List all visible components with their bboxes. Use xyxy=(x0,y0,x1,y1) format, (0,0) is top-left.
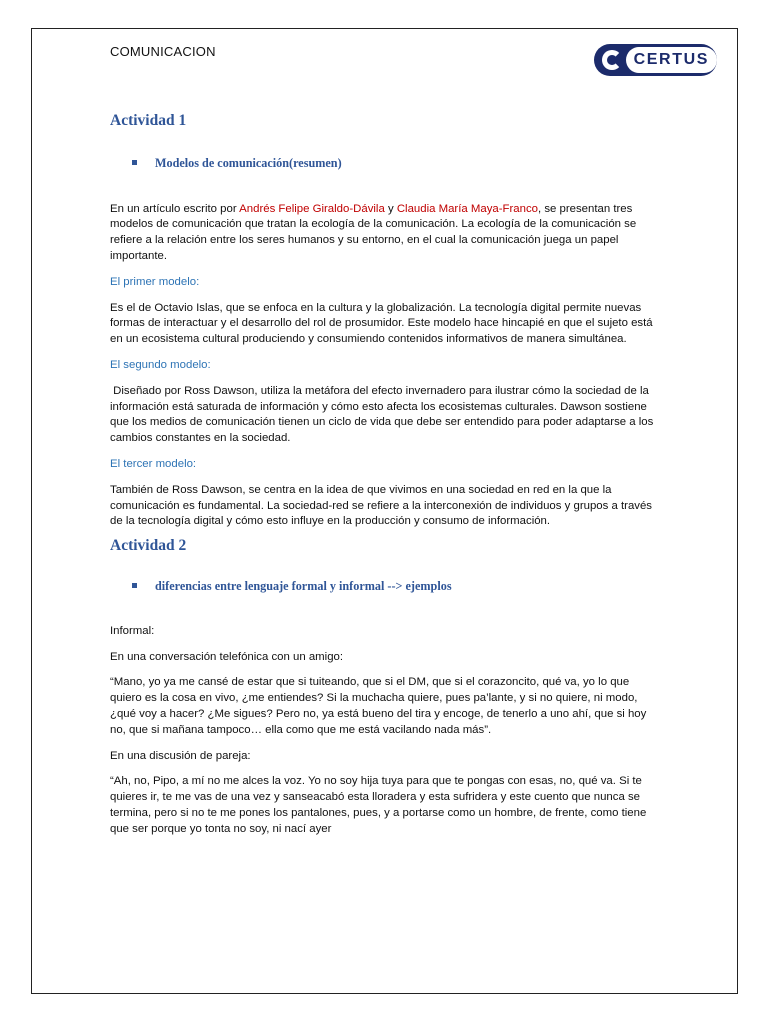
example1-quote: “Mano, yo ya me cansé de estar que si tuiteando, que si el DM, que si el corazoncito, qué va, yo lo que quiero es la cosa en vivo, ¿me entiendes? Si la muchacha quiere, pues pa’lante, y si no quiere, ni modo, ¿qué voy a hacer? ¿Me sigues? Pero no, ya está bueno del tira y encoge, de tenerlo a uno ahí, que si hoy no, que si mañana tampoco… ella como que me está vacilando nada más”. xyxy=(110,676,647,736)
example1-intro: En una conversación telefónica con un amigo: xyxy=(110,650,344,663)
intro-part3: , se presentan tres modelos de comunicación que tratan la ecología de la comunicación. La ecología de la comunicación se refiere a la relación entre los seres humanos y su entorno, en el cual la comunicación juega un papel importante. xyxy=(110,202,637,262)
activity1-bullet xyxy=(132,156,655,172)
document-page xyxy=(31,28,738,994)
model1-text: Es el de Octavio Islas, que se enfoca en la cultura y la globalización. La tecnología digital permite nuevas formas de interactuar y el desarrollo del rol de prosumidor. Este modelo hace hincapié en que el sujeto está en un ecosistema cultural produciendo y consumiendo contenidos informativos de manera simultánea. xyxy=(110,301,653,346)
activity2-bullet-text: diferencias entre lenguaje formal y informal --> ejemplos xyxy=(155,578,452,593)
example2-quote: “Ah, no, Pipo, a mí no me alces la voz. Yo no soy hija tuya para que te pongas con esas, no, qué va. Si te quieres ir, te me vas de una vez y sanseacabó esta lloradera y esta sufridera y este cuento que nunca se termina, pero si no te me pones los pantalones, pues, y a portarse como un hombre, de frente, como tiene que ser porque yo tonta no soy, ni nací ayer xyxy=(110,775,647,835)
certus-logo xyxy=(594,44,717,76)
example2-intro: En una discusión de pareja: xyxy=(110,749,251,762)
model2-label: El segundo modelo: xyxy=(110,358,211,371)
model1-label: El primer modelo: xyxy=(110,275,200,288)
activity1-heading: Actividad 1 xyxy=(110,112,187,129)
document-body xyxy=(110,113,655,838)
logo-wordmark: CERTUS xyxy=(626,47,717,73)
intro-part2: y xyxy=(384,202,397,215)
intro-paragraph xyxy=(110,202,655,265)
header-title: COMUNICACION xyxy=(110,44,216,59)
activity1-bullet-text: Modelos de comunicación(resumen) xyxy=(155,155,342,170)
author-maya: Claudia María Maya-Franco xyxy=(396,202,538,215)
intro-part1: En un artículo escrito por xyxy=(110,202,240,215)
bullet-square-icon xyxy=(132,583,137,588)
author-giraldo: Andrés Felipe Giraldo-Dávila xyxy=(239,202,385,215)
model3-label: El tercer modelo: xyxy=(110,457,197,470)
logo-ring-icon xyxy=(602,50,622,70)
activity2-bullet xyxy=(132,579,655,595)
model2-text: Diseñado por Ross Dawson, utiliza la metáfora del efecto invernadero para ilustrar cómo la sociedad de la información está saturada de información y cómo esto afecta los ecosistemas culturales. Dawson sostiene que los medios de comunicación tienen un ciclo de vida que debe ser entendido para poder adaptarse a los cambios constantes en la sociedad. xyxy=(110,384,657,445)
bullet-square-icon xyxy=(132,160,137,165)
informal-label: Informal: xyxy=(110,624,155,637)
model3-text: También de Ross Dawson, se centra en la idea de que vivimos en una sociedad en red en la que la comunicación es fundamental. La sociedad-red se refiere a la interconexión de individuos y grupos a través de la tecnología digital y cómo esto influye en la producción y consumo de información. xyxy=(110,483,653,528)
activity2-heading: Actividad 2 xyxy=(110,537,187,555)
